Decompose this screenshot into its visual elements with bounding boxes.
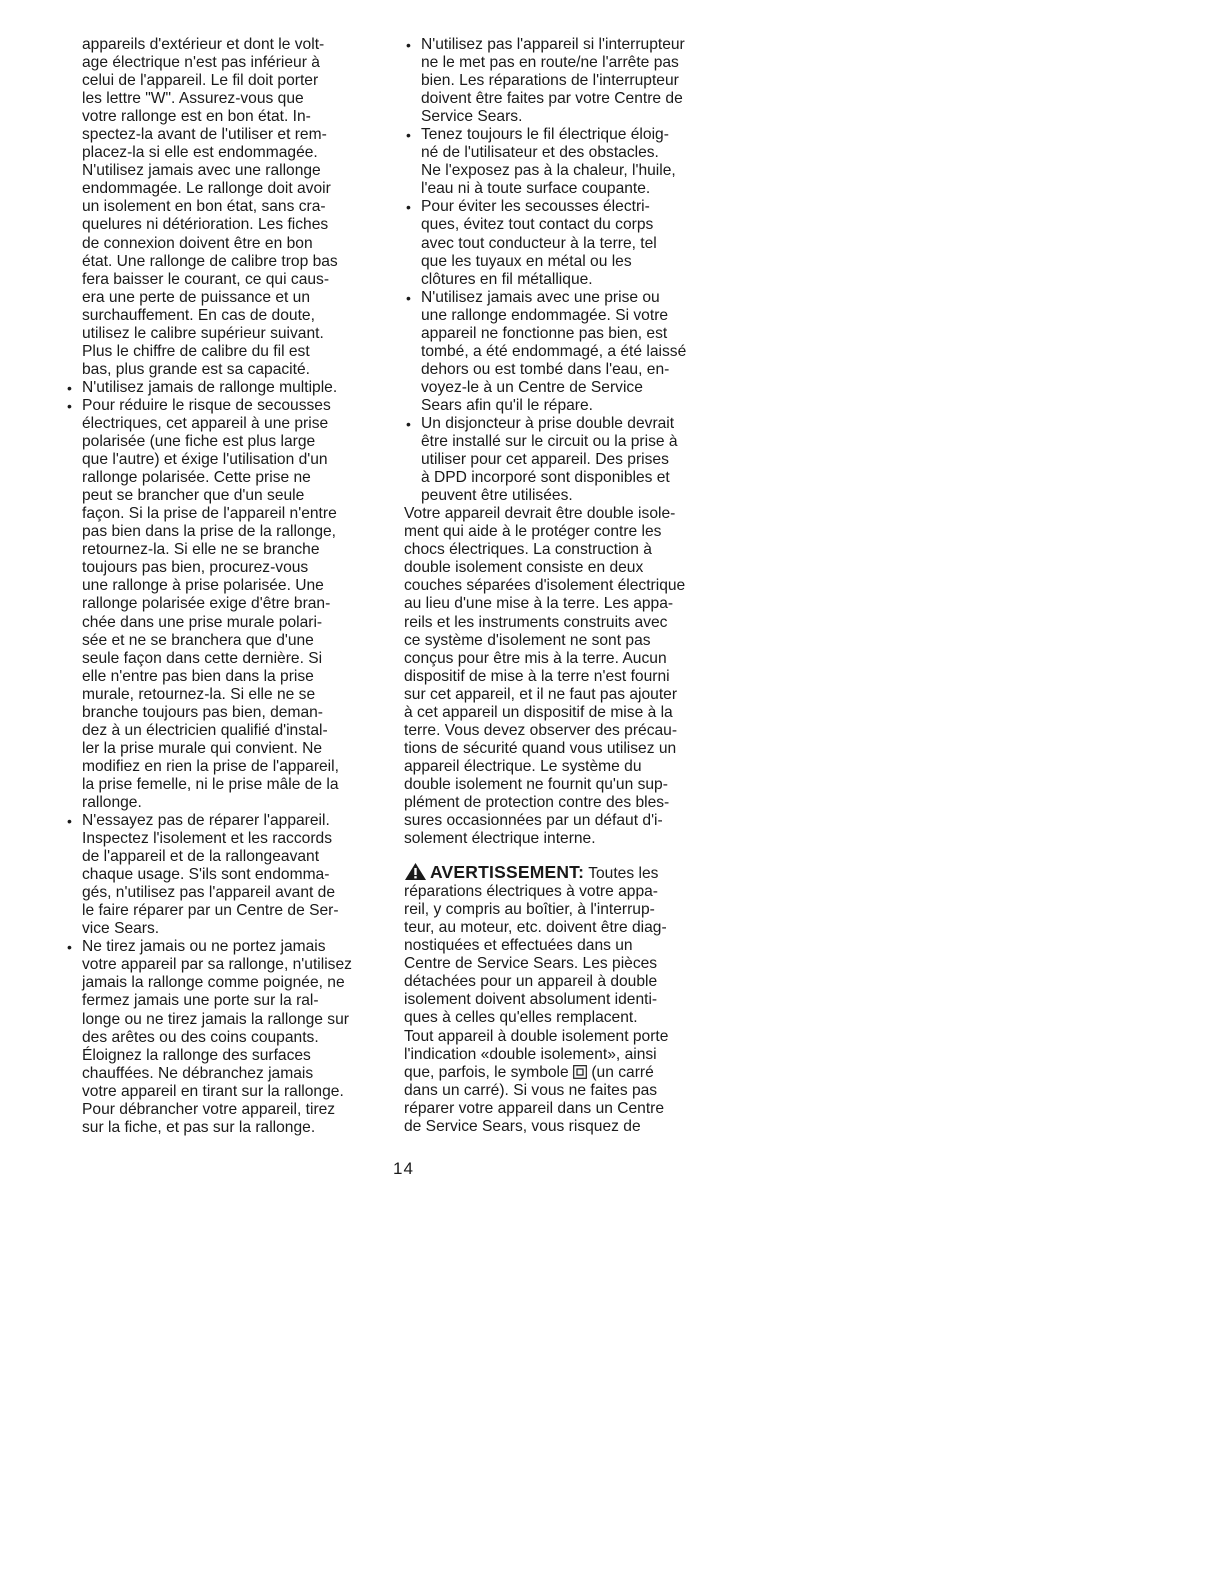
square-in-square-icon [573,1065,587,1079]
warning-text-continued: (un carré dans un carré). Si vous ne faites pas réparer votre appareil dans un Centre de Service Sears, vous risquez de [404,1063,665,1135]
bullet-do-not-repair: • N'essayez pas de réparer l'appareil. Inspectez l'isolement et les raccords de l'appareil et de la rallongeavant chaque usage. S'ils sont endomma- gés, n'utilisez pas l'appareil avant de le faire réparer par un Centre de Ser- vice Sears. [65,812,395,938]
warning-text: Toutes les réparations électriques à votre appa- reil, y compris au boîtier, à l'interrup- teur, au moteur, etc. doivent être diag- nostiquées et effectuées dans un Centre de Service Sears. Les pièces détachées pour un appareil à double isolement doivent absolument identi- ques à celles qu'elles remplacent. Tout appareil à double isolement porte l'indication «double isolement», ainsi que, parfois, le symbole [404,865,669,1081]
bullet-gfci: • Un disjoncteur à prise double devrait être installé sur le circuit ou la prise à utiliser pour cet appareil. Des prises à DPD incorporé sont disponibles et peuvent être utilisées. [404,415,726,505]
left-bullet-list [65,379,395,1137]
right-column [404,36,726,1136]
warning-block [404,862,726,1136]
bullet-polarized-plug: • Pour réduire le risque de secousses électriques, cet appareil à une prise polarisée (une fiche est plus large que l'autre) et éxige l'utilisation d'un rallonge polarisée. Cette prise ne peut se brancher que d'un seule façon. Si la prise de l'appareil n'entre pas bien dans la prise de la rallonge, retournez-la. Si elle ne se branche toujours pas bien, procurez-vous une rallonge à prise polarisée. Une rallonge polarisée exige d'être bran- chée dans une prise murale polari- sée et ne se branchera que d'une seule façon dans cette dernière. Si elle n'entre pas bien dans la prise murale, retournez-la. Si elle ne se branche toujours pas bien, deman- dez à un électricien qualifié d'instal- ler la prise murale qui convient. Ne modifiez en rien la prise de l'appareil, la prise femelle, ni le prise mâle de la rallonge. [65,397,395,812]
bullet-cord-away: • Tenez toujours le fil électrique éloig- né de l'utilisateur et des obstacles. Ne l'exposez pas à la chaleur, l'huile, l'eau ni à toute surface coupante. [404,126,726,198]
page-number: 14 [393,1159,414,1178]
warning-heading-text: AVERTISSEMENT: [430,862,585,883]
bullet-do-not-pull-cord: • Ne tirez jamais ou ne portez jamais votre appareil par sa rallonge, n'utilisez jamais la rallonge comme poignée, ne fermez jamais une porte sur la ral- longe ou ne tirez jamais la rallonge sur des arêtes ou des coins coupants. Éloignez la rallonge des surfaces chauffées. Ne débranchez jamais votre appareil en tirant sur la rallonge. Pour débrancher votre appareil, tirez sur la fiche, et pas sur la rallonge. [65,938,395,1137]
warning-heading [404,862,584,882]
right-bullet-list [404,36,726,505]
double-insulation-paragraph: Votre appareil devrait être double isole- ment qui aide à le protéger contre les chocs électriques. La construction à double isolement consiste en deux couches séparées d'isolement électrique au lieu d'une mise à la terre. Les appa- reils et les instruments construits avec ce système d'isolement ne sont pas conçus pour être mis à la terre. Aucun dispositif de mise à la terre n'est fourni sur cet appareil, et il ne faut pas ajouter à cet appareil un dispositif de mise à la terre. Vous devez observer des précau- tions de sécurité quand vous utilisez un appareil électrique. Le système du double isolement ne fournit qu'un sup- plément de protection contre des bles- sures occasionnées par un défaut d'i- solement électrique interne. [404,505,686,848]
bullet-multiple-cord: • N'utilisez jamais de rallonge multiple. [65,379,395,397]
warning-triangle-icon [404,862,427,881]
bullet-electric-shock: • Pour éviter les secousses électri- ques, évitez tout contact du corps avec tout conducteur à la terre, tel que les tuyaux en métal ou les clôtures en fil métallique. [404,198,726,288]
extension-cord-paragraph: appareils d'extérieur et dont le volt- age électrique n'est pas inférieur à celui de l'appareil. Le fil doit porter les lettre "W". Assurez-vous que votre rallonge est en bon état. In- spectez-la avant de l'utiliser et rem- placez-la si elle est endommagée. N'utilisez jamais avec une rallonge endommagée. Le rallonge doit avoir un isolement en bon état, sans cra- quelures ni détérioration. Les fiches de connexion doivent être en bon état. Une rallonge de calibre trop bas fera baisser le courant, ce qui caus- era une perte de puissance et un surchauffement. En cas de doute, utilisez le calibre supérieur suivant. Plus le chiffre de calibre du fil est bas, plus grande est sa capacité. [82,36,338,378]
bullet-damaged-outlet: • N'utilisez jamais avec une prise ou une rallonge endommagée. Si votre appareil ne fonctionne pas bien, est tombé, a été endommagé, a été laissé dehors ou est tombé dans l'eau, en- voyez-le à un Centre de Service Sears afin qu'il le répare. [404,289,726,415]
bullet-switch: • N'utilisez pas l'appareil si l'interrupteur ne le met pas en route/ne l'arrête pas bien. Les réparations de l'interrupteur doivent être faites par votre Centre de Service Sears. [404,36,726,126]
left-column [65,36,395,1137]
